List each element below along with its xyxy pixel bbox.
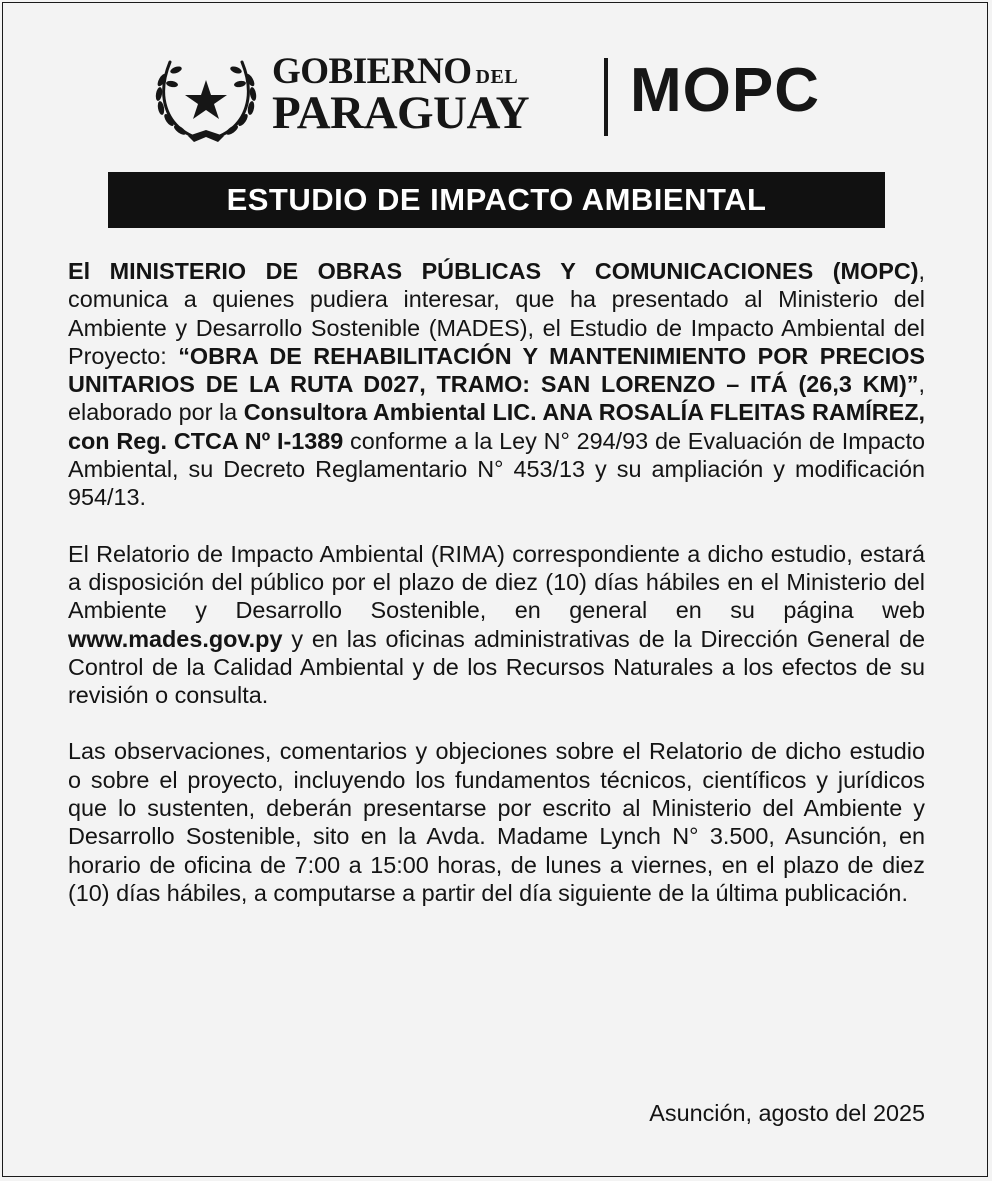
notice-title: ESTUDIO DE IMPACTO AMBIENTAL [108,172,885,228]
government-name-del: DEL [475,66,519,88]
header-divider [604,58,608,136]
notice-body [68,257,925,935]
national-seal-icon [152,50,260,144]
agency-name: MOPC [630,56,820,125]
place-and-date: Asunción, agosto del 2025 [649,1100,925,1126]
header [152,48,852,148]
government-name-line2: PARAGUAY [272,87,530,139]
paragraph-1: El MINISTERIO DE OBRAS PÚBLICAS Y COMUNICACIONES (MOPC), comunica a quienes pudiera interesar, que ha presentado al Ministerio del Ambiente y Desarrollo Sostenible (MADES), el Estudio de Impacto Ambiental del Proyecto: “OBRA DE REHABILITACIÓN Y MANTENIMIENTO POR PRECIOS UNITARIOS DE LA RUTA D027, TRAMO: SAN LORENZO – ITÁ (26,3 KM)”, elaborado por la Consultora Ambiental LIC. ANA ROSALÍA FLEITAS RAMÍREZ, con Reg. CTCA Nº I-1389 conforme a la Ley N° 294/93 de Evaluación de Impacto Ambiental, su Decreto Reglamentario N° 453/13 y su ampliación y modificación 954/13. [68,258,925,511]
paragraph-3: Las observaciones, comentarios y objeciones sobre el Relatorio de dicho estudio o sobre el proyecto, incluyendo los fundamentos técnicos, científicos y jurídicos que lo sustenten, deberán presentarse por escrito al Ministerio del Ambiente y Desarrollo Sostenible, sito en la Avda. Madame Lynch N° 3.500, Asunción, en horario de oficina de 7:00 a 15:00 horas, de lunes a viernes, en el plazo de diez (10) días hábiles, a computarse a partir del día siguiente de la última publicación. [68,738,925,906]
paragraph-2: El Relatorio de Impacto Ambiental (RIMA) correspondiente a dicho estudio, estará a disposición del público por el plazo de diez (10) días hábiles en el Ministerio del Ambiente y Desarrollo Sostenible, en general en su página web www.mades.gov.py y en las oficinas administrativas de la Dirección General de Control de la Calidad Ambiental y de los Recursos Naturales a los efectos de su revisión o consulta. [68,540,925,709]
government-name-line1: GOBIERNO DEL [272,51,519,92]
website-link: www.mades.gov.py [68,625,283,652]
